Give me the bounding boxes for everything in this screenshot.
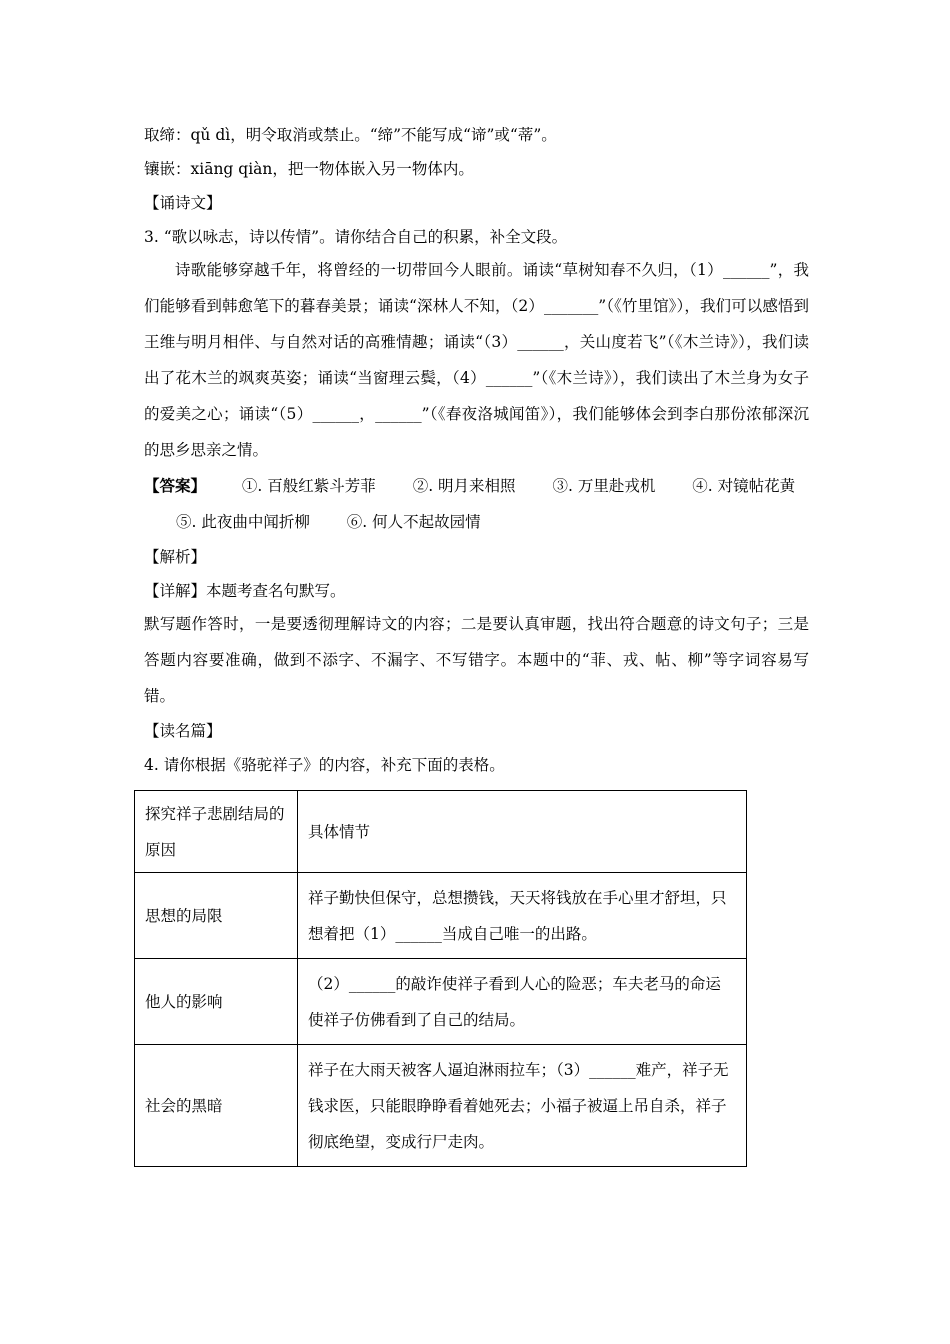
table-header-cause: 探究祥子悲剧结局的原因 bbox=[135, 791, 298, 873]
table-cell-plot: （2）______的敲诈使祥子看到人心的险恶；车夫老马的命运使祥子仿佛看到了自己的结局。 bbox=[298, 959, 747, 1045]
table-cell-cause: 他人的影响 bbox=[135, 959, 298, 1045]
answer-item: ③. 万里赴戎机 bbox=[552, 477, 656, 495]
explanation-text: 默写题作答时，一是要透彻理解诗文的内容；二是要认真审题，找出符合题意的诗文句子；三是答题内容要准确，做到不添字、不漏字、不写错字。本题中的“菲、戎、帖、柳”等字词容易写错。 bbox=[144, 615, 809, 705]
table-header-plot: 具体情节 bbox=[298, 791, 747, 873]
answer-label: 【答案】 bbox=[144, 476, 207, 495]
answer-item: ①. 百般红紫斗芳菲 bbox=[241, 477, 376, 495]
question-3-passage: 诗歌能够穿越千年，将曾经的一切带回今人眼前。诵读“草树知春不久归，（1）______”，我们能够看到韩愈笔下的暮春美景；诵读“深林人不知，（2）_______”（《竹里馆》），我们可以感悟到王维与明月相伴、与自然对话的高雅情趣；诵读“（3）______，关山度若飞”（《木兰诗》），我们读出了花木兰的飒爽英姿；诵读“当窗理云鬓，（4）______”（《木兰诗》），我们读出了木兰身为女子的爱美之心；诵读“（5）______，______”（《春夜洛城闻笛》），我们能够体会到李白那份浓郁深沉的思乡思亲之情。 bbox=[144, 261, 809, 459]
answer-item: ⑥. 何人不起故园情 bbox=[346, 513, 481, 531]
note-xiangqian: 镶嵌：xiāng qiàn，把一物体嵌入另一物体内。 bbox=[144, 160, 474, 178]
table-cell-plot: 祥子在大雨天被客人逼迫淋雨拉车；（3）______难产，祥子无钱求医，只能眼睁睁看着她死去；小福子被逼上吊自杀，祥子彻底绝望，变成行尸走肉。 bbox=[298, 1045, 747, 1167]
answer-item: ⑤. 此夜曲中闻折柳 bbox=[176, 513, 310, 531]
answer-item: ④. 对镜帖花黄 bbox=[692, 477, 796, 495]
table-row bbox=[135, 959, 747, 1045]
answer-item: ②. 明月来相照 bbox=[412, 477, 516, 495]
question-3-prompt: 3. “歌以咏志，诗以传情”。请你结合自己的积累，补全文段。 bbox=[144, 228, 568, 246]
question-4-prompt: 4. 请你根据《骆驼祥子》的内容，补充下面的表格。 bbox=[144, 756, 505, 774]
document-page bbox=[144, 120, 809, 780]
detail-text: 本题考查名句默写。 bbox=[206, 582, 346, 600]
table-header-row bbox=[135, 791, 747, 873]
table-row bbox=[135, 1045, 747, 1167]
answer-block bbox=[144, 468, 809, 540]
table-cell-cause: 社会的黑暗 bbox=[135, 1045, 298, 1167]
camel-xiangzi-table bbox=[134, 790, 747, 1167]
analysis-label: 【解析】 bbox=[144, 548, 207, 566]
table-row bbox=[135, 873, 747, 959]
note-quedi: 取缔：qǔ dì，明令取消或禁止。“缔”不能写成“谛”或“蒂”。 bbox=[144, 126, 557, 144]
table-cell-plot: 祥子勤快但保守，总想攒钱，天天将钱放在手心里才舒坦，只想着把（1）______当成自己唯一的出路。 bbox=[298, 873, 747, 959]
table-cell-cause: 思想的局限 bbox=[135, 873, 298, 959]
detail-label: 【详解】 bbox=[144, 582, 207, 600]
section-heading-poetry: 【诵诗文】 bbox=[144, 194, 222, 212]
section-heading-classics: 【读名篇】 bbox=[144, 722, 222, 740]
detail-line bbox=[144, 576, 809, 606]
